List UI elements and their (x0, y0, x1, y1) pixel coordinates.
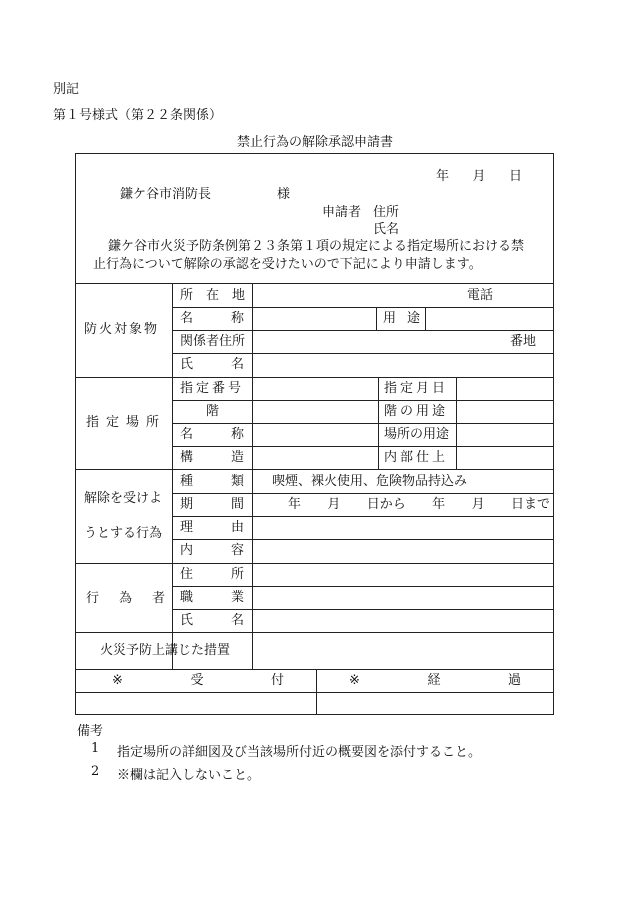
period-value: 年 月 日から 年 月 日まで (288, 497, 550, 512)
note-number-1: 1 (91, 741, 100, 756)
label-period: 期間 (180, 497, 283, 512)
section-release-act-line-1: 解除を受けよ (84, 491, 163, 506)
label-owner-name: 氏名 (180, 357, 283, 372)
label-reason: 理由 (180, 520, 283, 535)
note-text-2: ※欄は記入しないこと。 (117, 768, 261, 783)
row-divider (172, 353, 554, 354)
row-divider (75, 692, 554, 693)
col-divider (378, 377, 379, 469)
col-divider (376, 307, 377, 330)
form-number: 第１号様式（第２２条関係） (53, 108, 223, 123)
progress-header: ※ 経 過 (349, 673, 521, 688)
col-divider (172, 283, 173, 669)
note-number-2: 2 (91, 764, 100, 779)
label-actor-occupation: 職業 (180, 590, 283, 605)
row-divider (172, 307, 554, 308)
col-divider (456, 377, 457, 469)
label-title: 名称 (180, 311, 283, 326)
applicant-address-label: 住所 (373, 205, 400, 220)
date-line: 年 月 日 (436, 169, 522, 184)
row-divider (172, 330, 554, 331)
section-release-act-line-2: うとする行為 (84, 526, 163, 541)
application-form-table (75, 153, 554, 715)
label-structure: 構造 (180, 450, 283, 465)
label-actor-address: 住所 (180, 567, 283, 582)
row-divider (172, 609, 554, 610)
row-divider (75, 283, 554, 284)
row-divider (172, 400, 554, 401)
label-designation-date: 指定月日 (384, 381, 449, 396)
applicant-label: 申請者 (322, 205, 362, 220)
annex-label: 別記 (53, 82, 80, 97)
label-kind: 種類 (180, 474, 283, 489)
section-designated-place: 指定場所 (86, 415, 167, 430)
label-owner-address: 関係者住所 (180, 334, 246, 349)
row-divider (75, 563, 554, 564)
row-divider (75, 669, 554, 670)
row-divider (75, 377, 554, 378)
label-designation-number: 指定番号 (180, 381, 245, 396)
label-actor-name: 氏名 (180, 613, 283, 628)
application-text-line-2: 止行為について解除の承認を受けたいので下記により申請します。 (93, 257, 482, 272)
col-divider (316, 669, 317, 715)
label-location: 所在地 (180, 288, 259, 303)
row-divider (172, 539, 554, 540)
row-divider (75, 469, 554, 470)
row-divider (172, 493, 554, 494)
addressee: 鎌ケ谷市消防長 (120, 187, 212, 202)
notes-title: 備考 (77, 724, 104, 739)
application-text-line-1: 鎌ケ谷市火災予防条例第２３条第１項の規定による指定場所における禁 (108, 239, 525, 254)
honorific: 様 (277, 187, 291, 202)
row-divider (172, 516, 554, 517)
label-floor: 階 (206, 404, 220, 419)
form-title: 禁止行為の解除承認申請書 (236, 135, 393, 150)
label-phone: 電話 (467, 288, 494, 303)
row-divider (172, 423, 554, 424)
label-use: 用途 (383, 311, 432, 326)
reception-header: ※ 受 付 (112, 673, 284, 688)
label-place-use: 場所の用途 (384, 427, 450, 442)
kind-value: 喫煙、裸火使用、危険物品持込み (272, 474, 468, 489)
note-text-1: 指定場所の詳細図及び当該場所付近の概要図を添付すること。 (117, 745, 482, 760)
section-actor: 行為者 (86, 591, 186, 606)
label-fire-prevention-measures: 火災予防上講じた措置 (100, 643, 231, 658)
label-content: 内容 (180, 543, 283, 558)
label-interior-finish: 内部仕上 (384, 450, 449, 465)
section-fire-target: 防火対象物 (84, 322, 160, 337)
label-floor-use: 階の用途 (384, 404, 449, 419)
row-divider (172, 586, 554, 587)
applicant-name-label: 氏名 (373, 222, 400, 237)
label-banchi: 番地 (510, 334, 537, 349)
row-divider (75, 632, 554, 633)
label-place-title: 名称 (180, 427, 283, 442)
row-divider (172, 446, 554, 447)
